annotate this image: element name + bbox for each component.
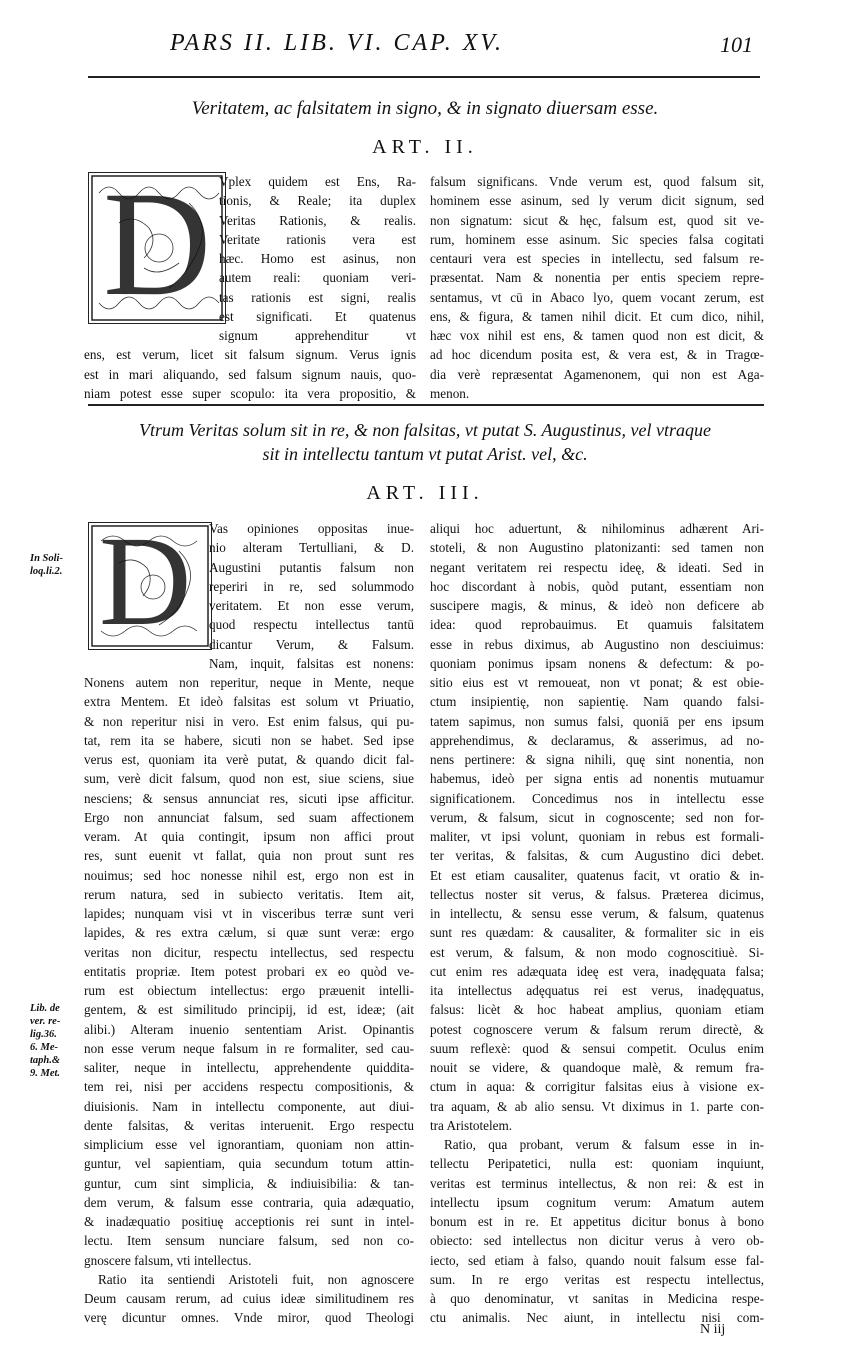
text-line: suscipere magis, & minus, & ideò non deficere ab: [430, 598, 764, 613]
text-line: Deum causam rerum, ad cuius ideæ similitudinem res: [84, 1291, 414, 1306]
margin-note-line: 6. Me-: [30, 1042, 58, 1053]
text-line: guntur, cum sint simplicia, & indiuisibilia: & tan-: [84, 1175, 414, 1191]
text-line: quoniam ponimus ipsam nonens & defectum: & po-: [430, 655, 764, 671]
dropcap-letter: D: [103, 161, 212, 327]
text-line: hæc vox nihil est ens, & tamen quod non est dicit, &: [430, 328, 764, 343]
margin-note-line: ver. re-: [30, 1016, 61, 1027]
section-divider-rule: [88, 404, 764, 406]
text-line: alibi.) Alteram inuenio sententiam Arist. Opinantis: [84, 1021, 414, 1037]
text-line: Ratio ita sentiendi Aristoteli fuit, non agnoscere: [98, 1271, 414, 1287]
text-line: rerum natura, sed in subiecto veritatis. Item ait,: [84, 886, 414, 902]
text-line: intellectu ipsum cognitum verum: Amatum autem: [430, 1194, 764, 1210]
text-line: ens, & figura, & tamen nihil dicit. Et cum dico, nihil,: [430, 308, 764, 324]
text-line: nouimus; sed hoc nonesse nihil est, ergo non est in: [84, 867, 414, 883]
text-line: sum, verè dicit falsum, quod non est, siue sciens, siue: [84, 771, 414, 787]
text-line: verus est, quoniam ita verè putat, & quando dicit fal-: [84, 752, 414, 767]
text-line: aliqui hoc aduertunt, & nihilominus adhærent Ari-: [430, 521, 764, 536]
text-line: cut enim res adæquata ideę est vera, inadęquata falsa;: [430, 963, 764, 979]
text-line: veritas non dicitur, respectu intellectus, sed respectu: [84, 944, 414, 960]
text-line: tra Aristotelem.: [430, 1117, 513, 1133]
header-rule: [88, 76, 760, 78]
text-line: dia verè repræsentat Agamenonem, qui non est Aga-: [430, 366, 764, 382]
text-line: diuisionis. Nam in intellectu componente, aut diui-: [84, 1098, 414, 1114]
text-line: lapides, & res extra cælum, si quæ sunt veræ: ergo: [84, 925, 414, 941]
text-line: tem rei, nisi per accidens respectu compositionis, &: [84, 1079, 414, 1095]
text-line: tra aquam, & ab alio sensu. Vt diximus in 1. parte con-: [430, 1098, 764, 1114]
margin-note-line: In Soli-: [30, 553, 63, 564]
text-line: sitio eius est vt remoueat, non vt ponat; & est obie-: [430, 675, 764, 690]
text-line: obiecto: sed intellectus non dicitur verus à vero ob-: [430, 1233, 764, 1249]
text-line: gentem, & est similitudo principij, id est, ideæ; (ait: [84, 1002, 414, 1018]
text-line: apprehendimus, & declaramus, & asserimus, ad no-: [430, 732, 764, 748]
text-line: hominem esse asinum, sed ly verum dicit signum, sed: [430, 193, 764, 209]
text-line: saliter, neque in intellectu, apprehendente quiddita-: [84, 1060, 414, 1075]
section2-left-column: [84, 510, 414, 1328]
text-line: est significati. Et quatenus: [219, 308, 416, 324]
margin-note-line: loq.li.2.: [30, 566, 63, 577]
text-line: potest cognoscere verum & falsum rerum directè, &: [430, 1021, 764, 1037]
text-line: veritatem. Et non esse verum,: [209, 598, 414, 613]
text-line: quod respectu intellectus tantū: [209, 617, 414, 633]
text-line: in intellectu, & sensu esse verum, & falsum, quatenus: [430, 906, 764, 921]
text-line: Veritas Rationis, & realis.: [219, 212, 416, 228]
text-line: est verum, & falsum, & non modo cognoscitiuè. Si-: [430, 944, 764, 960]
text-line: ita intellectus adęquatus rei est verus, inadęquatus,: [430, 983, 764, 998]
text-line: dente falsitas, & veritas interuenit. Ergo respectu: [84, 1117, 414, 1133]
text-line: ctu animalis. Nec aiunt, in intellectu nisi com-: [430, 1310, 764, 1326]
text-line: entitatis propriæ. Item potest probari ex eo quòd ve-: [84, 963, 414, 979]
text-line: verum, & falsum, sicut in cognoscente; sed non for-: [430, 809, 764, 825]
text-line: ad hoc dicendum posita est, & vera est, & in Tragœ-: [430, 347, 764, 363]
text-line: hoc discordant à nobis, quòd putant, essentiam non: [430, 578, 764, 594]
text-line: gnoscere falsum, vti intellectus.: [84, 1252, 252, 1268]
text-line: ctum insipientię, non sapientię. Nam quando falsi-: [430, 694, 764, 710]
text-line: Ratio, qua probant, verum & falsum esse in in-: [444, 1137, 764, 1152]
text-line: falsus: licèt & hoc habeat amplius, quoniam etiam: [430, 1002, 764, 1018]
running-head: PARS II. LIB. VI. CAP. XV.: [170, 30, 504, 56]
text-line: à quo denominatur, vt sanitas in Medicina respe-: [430, 1291, 764, 1306]
text-line: non esse verum neque falsum in re formaliter, sed cau-: [84, 1040, 414, 1056]
text-line: menon.: [430, 385, 470, 401]
text-line: lapides; nunquam visi vt in visceribus terræ sunt veri: [84, 906, 414, 921]
text-line: Augustini putantis falsum non: [209, 559, 414, 575]
margin-note-line: taph.&: [30, 1055, 61, 1066]
text-line: nouit se videre, & quandoque malè, & remum fra-: [430, 1060, 764, 1075]
dropcap-letter: D: [99, 510, 192, 652]
text-line: non signatum: sicut & hęc, falsum est, quod sit ve-: [430, 212, 764, 228]
text-line: tas rationis est signi, realis: [219, 289, 416, 305]
text-line: veritas est terminus intellectus, & non rei: & est in: [430, 1175, 764, 1191]
text-line: stoteli, & non Augustino platonizanti: sed tamen non: [430, 540, 764, 556]
text-line: præsentat. Nam & nonentia per entis speciem repre-: [430, 270, 764, 286]
text-line: sunt res quædam: & causaliter, & formaliter sic in eis: [430, 925, 764, 941]
text-line: verę dicuntur omnes. Vnde miror, quod Theologi: [84, 1310, 414, 1326]
text-line: Nam, inquit, falsitas est nonens:: [209, 655, 414, 671]
text-line: Vas opiniones oppositas inue-: [209, 521, 414, 536]
text-line: tat, rem ita se habere, sicuti non se habet. Sed ipse: [84, 732, 414, 748]
text-line: nio alteram Tertulliani, & D.: [209, 540, 414, 556]
text-line: simplicium esse vel ignorantiam, quoniam non attin-: [84, 1137, 414, 1152]
text-line: ctum in aqua: & corrigitur falsitas eius à visione ex-: [430, 1079, 764, 1095]
text-line: Et est etiam causaliter, quatenus facit, vt oratio & in-: [430, 867, 764, 883]
text-line: dicantur Verum, & Falsum.: [209, 636, 414, 652]
section2-title-line2: sit in intellectu tantum vt putat Arist. vel, &c.: [262, 444, 588, 464]
section2-art-heading: ART. III.: [366, 482, 484, 504]
text-line: Nonens autem non reperitur, neque in Mente, neque: [84, 675, 414, 690]
section2-title-line1: Vtrum Veritas solum sit in re, & non falsitas, vt putat S. Augustinus, vel vtraque: [139, 420, 711, 440]
text-line: res, sunt euenit vt fallat, quia non prout sunt res: [84, 848, 414, 864]
text-line: reperiri in re, sed solummodo: [209, 578, 414, 594]
text-line: rum, hominem esse asinum. Sic species falsa cogitati: [430, 231, 764, 247]
text-line: ter veritas, & falsitas, & cum Augustino dici debet.: [430, 848, 764, 864]
signature-mark: N iij: [700, 1322, 726, 1337]
text-line: hæc. Homo est asinus, non: [219, 251, 416, 266]
text-line: Vplex quidem est Ens, Ra-: [219, 174, 416, 189]
text-line: ens, est verum, licet sit falsum signum. Verus ignis: [84, 347, 416, 363]
text-line: guntur, vel sapientiam, quia secundum totum attin-: [84, 1156, 414, 1172]
text-line: esse in rebus diximus, ab Augustino non desciuimus:: [430, 636, 764, 652]
text-line: tatem sapimus, non sumus falsi, quoniā per ens ipsum: [430, 713, 764, 729]
text-line: Ergo non annunciat falsum, sed suam affectionem: [84, 809, 414, 825]
margin-note-soliloq: [30, 552, 82, 578]
text-line: niam potest esse super scopulo: ita vera propositio, &: [84, 385, 416, 401]
text-line: sum. In re ergo veritas est respectu intellectus,: [430, 1271, 764, 1287]
text-line: tellectus noster sit verus, & falsus. Præterea dicimus,: [430, 886, 764, 902]
text-line: dem verum, & falsum esse contraria, quia adæquatio,: [84, 1194, 414, 1210]
text-line: extra Mentem. Et ideò falsitas est solum vt Priuatio,: [84, 694, 414, 710]
text-line: est in mari aliquando, sed falsum signum nauis, quo-: [84, 366, 416, 382]
margin-note-line: lig.36.: [30, 1029, 57, 1040]
text-line: rum est obiectum intellectus: ergo præuenit intelli-: [84, 983, 414, 998]
text-line: suum reflexè: quod & sensui competit. Oculus enim: [430, 1040, 764, 1056]
text-line: veram. At quia contingit, ipsum non affici prout: [84, 829, 414, 844]
text-line: habemus, ideò per signa entis ad nonentis mutuamur: [430, 771, 764, 787]
text-line: sentamus, vt cū in Abaco lyo, quem vocant zerum, est: [430, 289, 764, 305]
text-line: nesciens; & sensus annunciat res, sicuti ipse afficitur.: [84, 790, 414, 806]
text-line: bonum est in re. Et appetitus dicitur bonus à bono: [430, 1214, 764, 1229]
text-line: lectu. Item sensum nunciare falsum, sed non co-: [84, 1233, 414, 1249]
page-number: 101: [720, 32, 753, 57]
section1-left-column: [84, 172, 416, 403]
text-line: idea: quod reprobauimus. Et quamuis falsitatem: [430, 617, 764, 633]
margin-note-references: [30, 1002, 82, 1080]
text-line: falsum significans. Vnde verum est, quod falsum sit,: [430, 174, 764, 189]
text-line: maliter, vt ipsi volunt, quoniam in rebus est formali-: [430, 829, 764, 844]
text-line: signum apprehenditur vt: [219, 328, 416, 343]
text-line: autem reali: quoniam veri-: [219, 270, 416, 286]
section1-title: Veritatem, ac falsitatem in signo, & in signato diuersam esse.: [191, 98, 659, 119]
text-line: iecto, sed etiam à falso, quando nouit falsum esse fal-: [430, 1252, 764, 1268]
text-line: & non reperitur nisi in vero. Est enim falsus, qui pu-: [84, 713, 414, 729]
text-line: significationem. Concedimus nos in intellectu esse: [430, 790, 764, 806]
text-line: tellectu Peripatetici, nulla est: quoniam inquiunt,: [430, 1156, 764, 1172]
section1-right-column: [430, 172, 764, 403]
margin-note-line: 9. Met.: [30, 1068, 61, 1079]
section1-art-heading: ART. II.: [372, 136, 478, 158]
section2-right-column: [430, 519, 764, 1328]
text-line: negant veritatem rei respectu ideę, & ideati. Sed in: [430, 559, 764, 575]
text-line: & inadæquatio positiuę acceptionis rei sunt in intel-: [84, 1214, 414, 1229]
text-line: Veritate rationis vera est: [219, 231, 416, 247]
text-line: tionis, & Reale; ita duplex: [219, 193, 416, 209]
text-line: centauri vera est species in intellectu, sed falsum re-: [430, 251, 764, 266]
text-line: nens pertinere: & signa nihili, quę sint nonentia, non: [430, 752, 764, 767]
margin-note-line: Lib. de: [30, 1003, 60, 1014]
